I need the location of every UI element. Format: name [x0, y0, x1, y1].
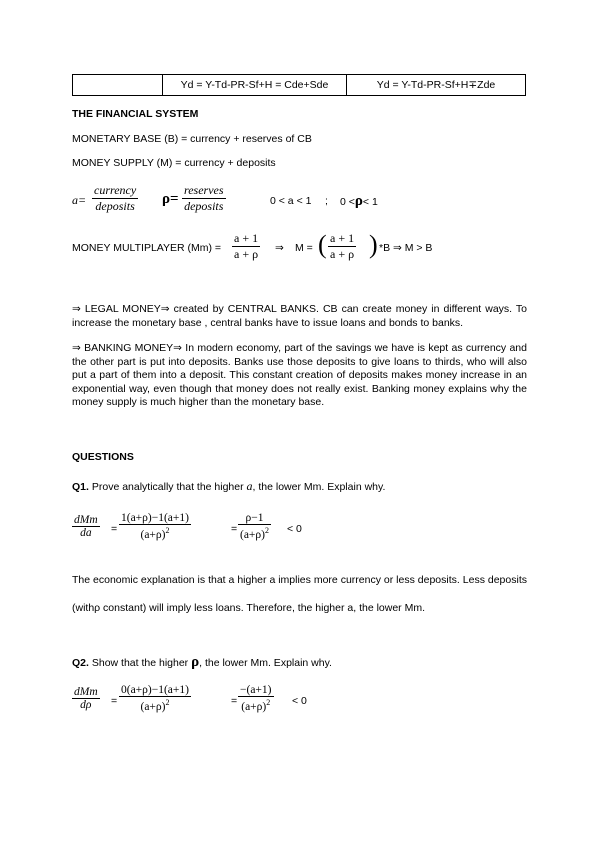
- q2-tail: < 0: [292, 695, 307, 707]
- rho-fraction: [182, 183, 226, 214]
- multiplier-denominator-2: a + ρ: [330, 247, 355, 261]
- q1-lhs-denominator: da: [80, 527, 92, 539]
- multiplier-fraction: [232, 231, 260, 262]
- q2-middle-numerator: 0(a+ρ)−1(a+1): [121, 684, 189, 696]
- income-table: [72, 74, 526, 96]
- q2-right-numerator: −(a+1): [240, 684, 272, 696]
- implies-arrow: ⇒: [275, 242, 284, 254]
- rho-denominator: deposits: [184, 199, 224, 213]
- q2-lhs-denominator: dρ: [80, 699, 92, 711]
- table-cell-empty: [73, 75, 163, 95]
- close-paren: ): [369, 230, 378, 259]
- q2-middle-fraction: 0(a+ρ)−1(a+1) $(a+\rho)^2$: [121, 684, 189, 713]
- m-equals: M =: [295, 242, 313, 254]
- table-cell-equation-2: Yd = Y-Td-PR-Sf+H∓Zde: [376, 79, 496, 91]
- q1-middle-fraction: 1(a+ρ)−1(a+1) $(a+\rho)^2$: [121, 512, 189, 541]
- q1-right-numerator: ρ−1: [245, 512, 264, 524]
- rho-lhs: ρ=: [162, 191, 179, 207]
- multiplier-fraction-2: [328, 231, 356, 262]
- question-1: Q1. Prove analytically that the higher a, the lower Mm. Explain why.: [72, 479, 386, 493]
- table-cell-equation-1: Yd = Y-Td-PR-Sf+H = Cde+Sde: [163, 75, 347, 95]
- alpha-numerator: currency: [94, 183, 137, 197]
- alpha-range: 0 < a < 1: [270, 195, 312, 207]
- q1-lhs-fraction: [72, 514, 100, 539]
- alpha-denominator: deposits: [95, 199, 135, 213]
- legal-money-paragraph: ⇒ LEGAL MONEY⇒ created by CENTRAL BANKS. CB can create money in different ways. To increase the monetary base , central banks have to issue loans and bonds to banks.: [72, 303, 527, 329]
- alpha-lhs: a=: [72, 193, 87, 207]
- money-supply-line: MONEY SUPPLY (M) = currency + deposits: [72, 157, 276, 169]
- questions-title: QUESTIONS: [72, 451, 134, 463]
- multiplier-numerator: a + 1: [234, 231, 259, 245]
- range-separator: ;: [325, 195, 328, 207]
- multiplier-denominator: a + ρ: [234, 247, 259, 261]
- multiplier-numerator-2: a + 1: [330, 231, 355, 245]
- q1-right-fraction: ρ−1 $(a+\rho)^2$: [240, 512, 269, 541]
- q1-lhs-numerator: dMm: [74, 514, 98, 526]
- q2-right-fraction: −(a+1) $(a+\rho)^2$: [240, 684, 272, 713]
- q2-lhs-fraction: [72, 686, 100, 711]
- q2-lhs-numerator: dMm: [74, 686, 98, 698]
- monetary-base-line: MONETARY BASE (B) = currency + reserves of CB: [72, 133, 312, 145]
- banking-money-paragraph: ⇒ BANKING MONEY⇒ In modern economy, part of the savings we have is kept as currency and the other part is put into deposits. Banks use those deposits to give loans to thirds, who will also put a part of them into a deposit. This constant creation of deposits makes money increase in an exponential way, even though that money does not really exist. Banking money explains why the money supply is much higher than the monetary base.: [72, 342, 527, 408]
- q2-equals-1: =: [111, 695, 118, 707]
- rho-numerator: reserves: [184, 183, 224, 197]
- q1-explanation: The economic explanation is that a higher a implies more currency or less deposits. Less deposits (withρ constant) will imply less loans. Therefore, the higher a, the lower Mm.: [72, 574, 527, 614]
- rho-range: 0 <ρ< 1: [340, 193, 378, 209]
- money-multiplier-label: MONEY MULTIPLAYER (Mm) =: [72, 242, 222, 254]
- q2-equals-2: =: [231, 695, 238, 707]
- question-2: Q2. Show that the higher ρ, the lower Mm. Explain why.: [72, 654, 332, 670]
- section-title: THE FINANCIAL SYSTEM: [72, 108, 199, 120]
- q1-equals-2: =: [231, 523, 238, 535]
- alpha-fraction: [92, 183, 138, 214]
- q1-equals-1: =: [111, 523, 118, 535]
- multiplier-tail: *B ⇒ M > B: [379, 242, 433, 254]
- q1-middle-numerator: 1(a+ρ)−1(a+1): [121, 512, 189, 524]
- q1-tail: < 0: [287, 523, 302, 535]
- open-paren: (: [318, 230, 327, 259]
